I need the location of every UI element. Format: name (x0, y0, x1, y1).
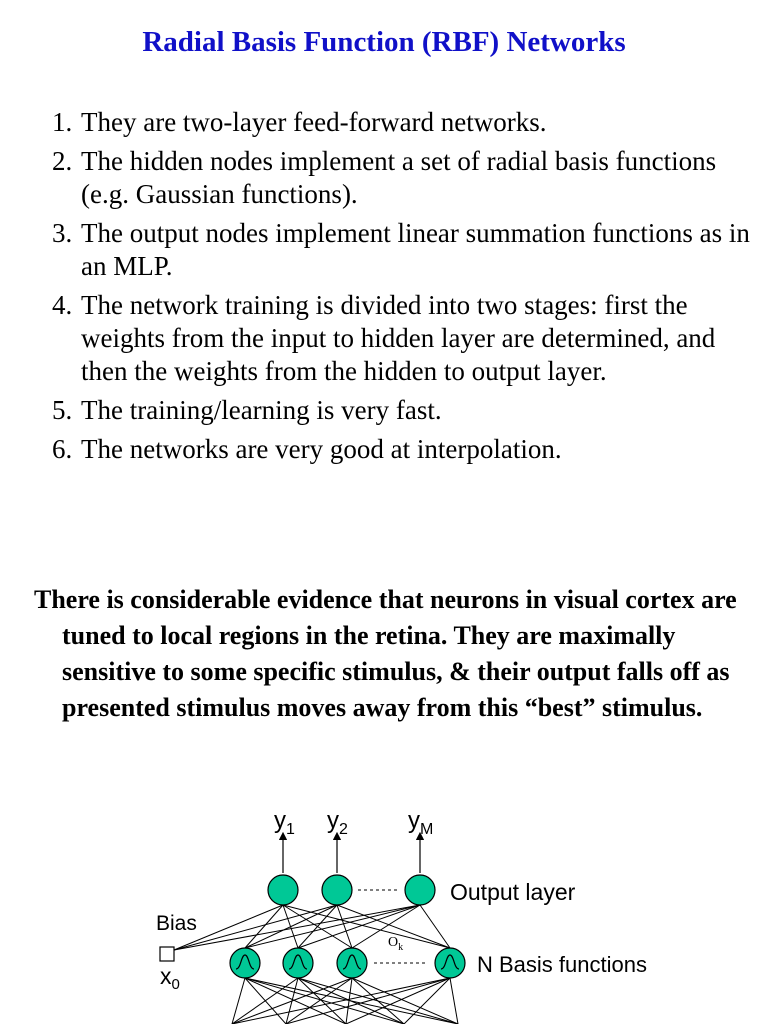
output-label-y1: $y_1$ (274, 807, 295, 838)
rbf-network-diagram (0, 790, 768, 1024)
page-title: Radial Basis Function (RBF) Networks (142, 26, 626, 58)
item-number: 1. (52, 107, 73, 137)
list-item (52, 394, 752, 427)
item-number: 3. (52, 218, 73, 248)
list-item (52, 106, 752, 139)
item-text: The networks are very good at interpolation. (81, 434, 562, 464)
connection-line (283, 905, 298, 948)
item-number: 5. (52, 395, 73, 425)
list-item (52, 217, 752, 283)
basis-node (230, 948, 260, 978)
evidence-paragraph: There is considerable evidence that neurons in visual cortex are tuned to local regions in the retina. They are maximally sensitive to some specific stimulus, & their output falls off as presented stimulus moves away from this “best” stimulus. (34, 585, 737, 722)
basis-node (435, 948, 465, 978)
connection-line (245, 905, 283, 948)
item-text: The training/learning is very fast. (81, 395, 442, 425)
list-item (52, 289, 752, 388)
weight-label: $O_k$ (388, 935, 404, 953)
item-text: The output nodes implement linear summation functions as in an MLP. (81, 218, 750, 281)
item-text: The network training is divided into two stages: first the weights from the input to hidden layer are determined, and then the weights from the hidden to output layer. (81, 290, 716, 386)
connection-line (337, 905, 352, 948)
connection-line (450, 978, 458, 1024)
output-node (322, 875, 352, 905)
list-item (52, 433, 752, 466)
basis-functions-label: N Basis functions (477, 952, 647, 977)
output-label-yM: $y_M$ (408, 807, 434, 838)
output-label-y2: $y_2$ (327, 807, 348, 838)
item-number: 2. (52, 146, 73, 176)
item-text: They are two-layer feed-forward networks. (81, 107, 547, 137)
basis-node (337, 948, 367, 978)
connection-line (232, 978, 245, 1024)
item-text: The hidden nodes implement a set of radial basis functions (e.g. Gaussian functions). (81, 146, 717, 209)
output-node (405, 875, 435, 905)
basis-node (283, 948, 313, 978)
item-number: 4. (52, 290, 73, 320)
bias-node-square (160, 947, 174, 961)
list-item (52, 145, 752, 211)
connection-line (245, 978, 404, 1024)
bias-input-label: $x_0$ (160, 963, 180, 993)
output-node (268, 875, 298, 905)
output-layer-label: Output layer (450, 879, 576, 905)
bias-label: Bias (156, 912, 197, 935)
connection-lines (174, 905, 458, 1024)
connection-line (174, 905, 420, 950)
key-points-list (52, 106, 752, 472)
item-number: 6. (52, 434, 73, 464)
